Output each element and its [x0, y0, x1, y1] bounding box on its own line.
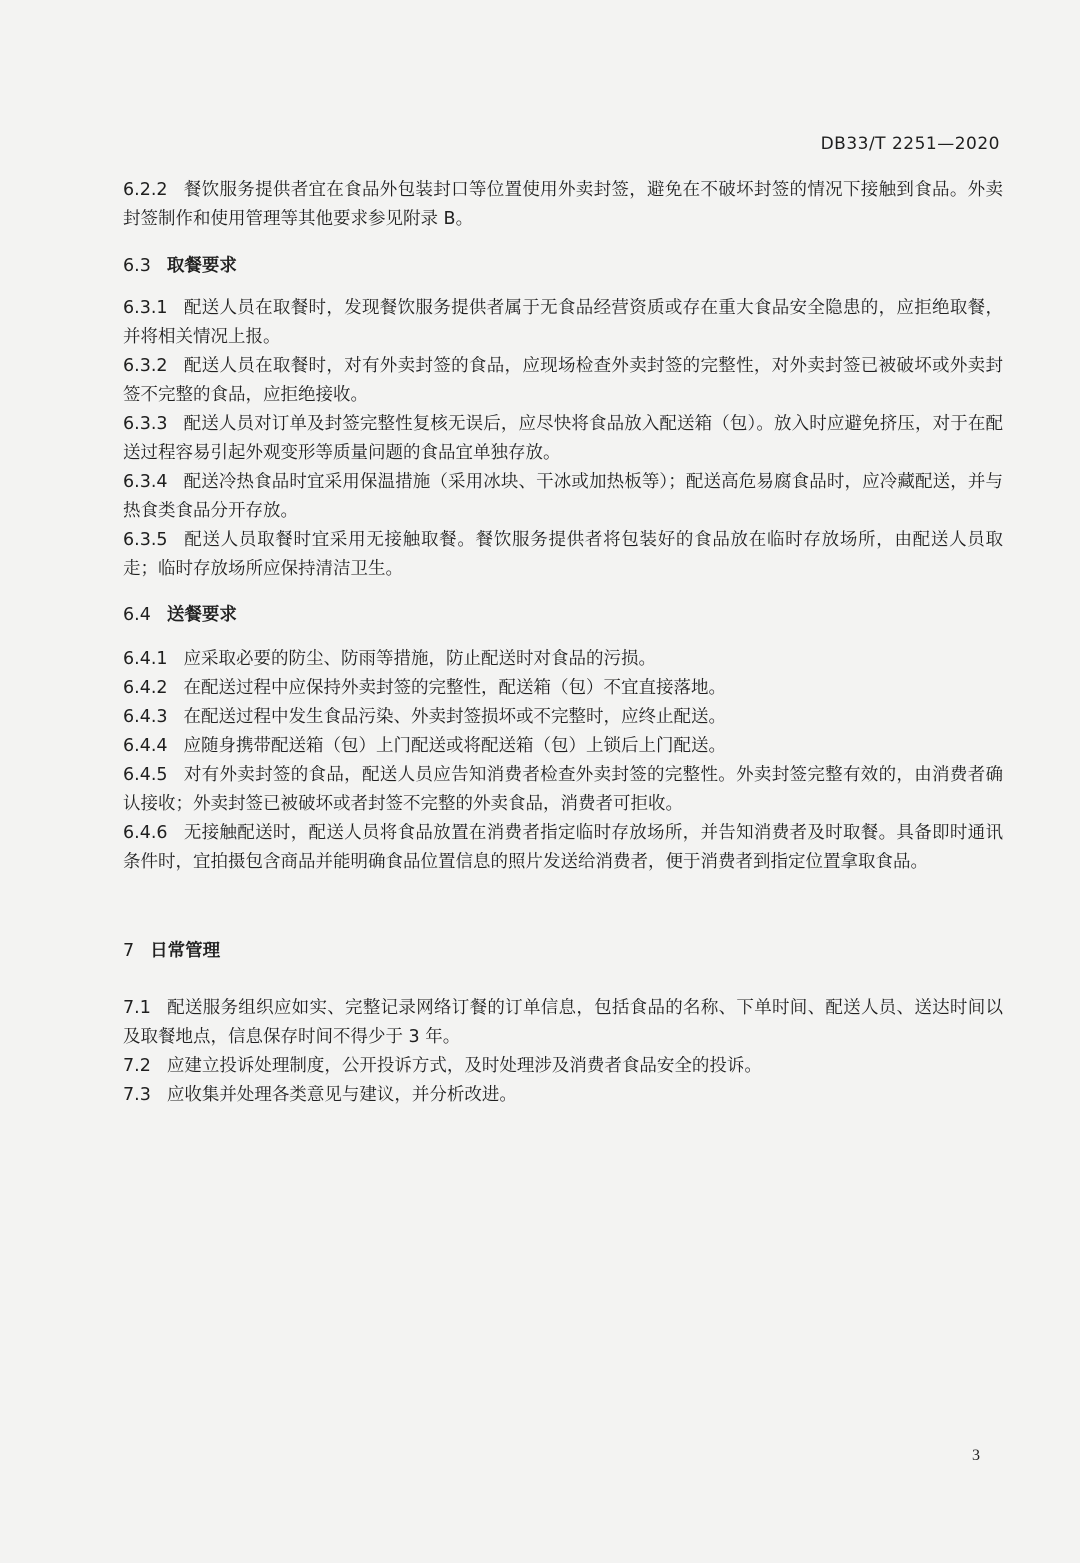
clause-text: 在配送过程中应保持外卖封签的完整性，配送箱（包）不宜直接落地。	[183, 678, 727, 698]
document-code: DB33/T 2251—2020	[820, 134, 1000, 154]
clause-6-3-4	[123, 468, 1003, 526]
clause-text: 配送服务组织应如实、完整记录网络订餐的订单信息，包括食品的名称、下单时间、配送人员、送达时间以及取餐地点，信息保存时间不得少于 3 年。	[123, 998, 1003, 1047]
clause-number: 7.3	[123, 1085, 151, 1105]
clause-text: 对有外卖封签的食品，配送人员应告知消费者检查外卖封签的完整性。外卖封签完整有效的，由消费者确认接收；外卖封签已被破坏或者封签不完整的外卖食品，消费者可拒收。	[123, 765, 1003, 814]
clause-7-2	[123, 1052, 1003, 1081]
clause-text: 配送人员对订单及封签完整性复核无误后，应尽快将食品放入配送箱（包）。放入时应避免挤压，对于在配送过程容易引起外观变形等质量问题的食品宜单独存放。	[123, 414, 1003, 463]
clause-text: 在配送过程中发生食品污染、外卖封签损坏或不完整时，应终止配送。	[183, 707, 727, 727]
clause-number: 6.3.1	[123, 298, 168, 318]
clause-number: 6.4.5	[123, 765, 168, 785]
section-heading	[123, 601, 1003, 630]
clause-6-4-5	[123, 761, 1003, 819]
clause-text: 应采取必要的防尘、防雨等措施，防止配送时对食品的污损。	[183, 649, 657, 669]
section-number: 7	[123, 941, 135, 961]
section-title: 取餐要求	[166, 256, 237, 276]
clause-7-3	[123, 1081, 1003, 1110]
clause-6-4-1	[123, 645, 1003, 674]
clause-number: 6.4.1	[123, 649, 168, 669]
clause-number: 6.4.2	[123, 678, 168, 698]
clause-text: 配送人员取餐时宜采用无接触取餐。餐饮服务提供者将包装好的食品放在临时存放场所，由配送人员取走；临时存放场所应保持清洁卫生。	[123, 530, 1003, 579]
clause-6-2-2	[123, 176, 1003, 234]
clause-6-3-1	[123, 294, 1003, 352]
clause-6-3-5	[123, 526, 1003, 584]
clause-paragraph	[123, 176, 1003, 234]
clause-number: 6.4.6	[123, 823, 168, 843]
clause-number: 7.2	[123, 1056, 151, 1076]
clause-text: 应随身携带配送箱（包）上门配送或将配送箱（包）上锁后上门配送。	[183, 736, 727, 756]
clause-text: 餐饮服务提供者宜在食品外包装封口等位置使用外卖封签，避免在不破坏封签的情况下接触到食品。外卖封签制作和使用管理等其他要求参见附录 B。	[123, 180, 1003, 229]
clause-6-4-4	[123, 732, 1003, 761]
clause-6-3-3	[123, 410, 1003, 468]
section-6-4-clauses	[123, 645, 1003, 877]
section-title: 日常管理	[150, 941, 221, 961]
section-heading	[123, 252, 1003, 281]
clause-6-3-2	[123, 352, 1003, 410]
clause-text: 配送人员在取餐时，对有外卖封签的食品，应现场检查外卖封签的完整性，对外卖封签已被破坏或外卖封签不完整的食品，应拒绝接收。	[123, 356, 1003, 405]
clause-text: 无接触配送时，配送人员将食品放置在消费者指定临时存放场所，并告知消费者及时取餐。具备即时通讯条件时，宜拍摄包含商品并能明确食品位置信息的照片发送给消费者，便于消费者到指定位置拿取食品。	[123, 823, 1003, 872]
section-6-3-clauses	[123, 294, 1003, 584]
section-6-3	[123, 252, 1003, 281]
section-6-4	[123, 601, 1003, 630]
clause-number: 6.3.2	[123, 356, 168, 376]
clause-number: 6.3.5	[123, 530, 168, 550]
clause-6-4-3	[123, 703, 1003, 732]
section-7	[123, 937, 1003, 966]
section-number: 6.3	[123, 256, 151, 276]
clause-number: 6.4.4	[123, 736, 168, 756]
clause-6-4-2	[123, 674, 1003, 703]
clause-text: 配送冷热食品时宜采用保温措施（采用冰块、干冰或加热板等）；配送高危易腐食品时，应冷藏配送，并与热食类食品分开存放。	[123, 472, 1003, 521]
clause-number: 6.3.3	[123, 414, 168, 434]
page-number: 3	[972, 1447, 980, 1464]
clause-number: 6.2.2	[123, 180, 168, 200]
section-7-clauses	[123, 994, 1003, 1110]
clause-number: 6.3.4	[123, 472, 168, 492]
section-title: 送餐要求	[166, 605, 237, 625]
clause-text: 配送人员在取餐时，发现餐饮服务提供者属于无食品经营资质或存在重大食品安全隐患的，应拒绝取餐，并将相关情况上报。	[123, 298, 1003, 347]
section-number: 6.4	[123, 605, 151, 625]
clause-number: 6.4.3	[123, 707, 168, 727]
clause-text: 应建立投诉处理制度，公开投诉方式，及时处理涉及消费者食品安全的投诉。	[166, 1056, 762, 1076]
clause-7-1	[123, 994, 1003, 1052]
clause-text: 应收集并处理各类意见与建议，并分析改进。	[166, 1085, 517, 1105]
section-heading	[123, 937, 1003, 966]
clause-6-4-6	[123, 819, 1003, 877]
clause-number: 7.1	[123, 998, 151, 1018]
